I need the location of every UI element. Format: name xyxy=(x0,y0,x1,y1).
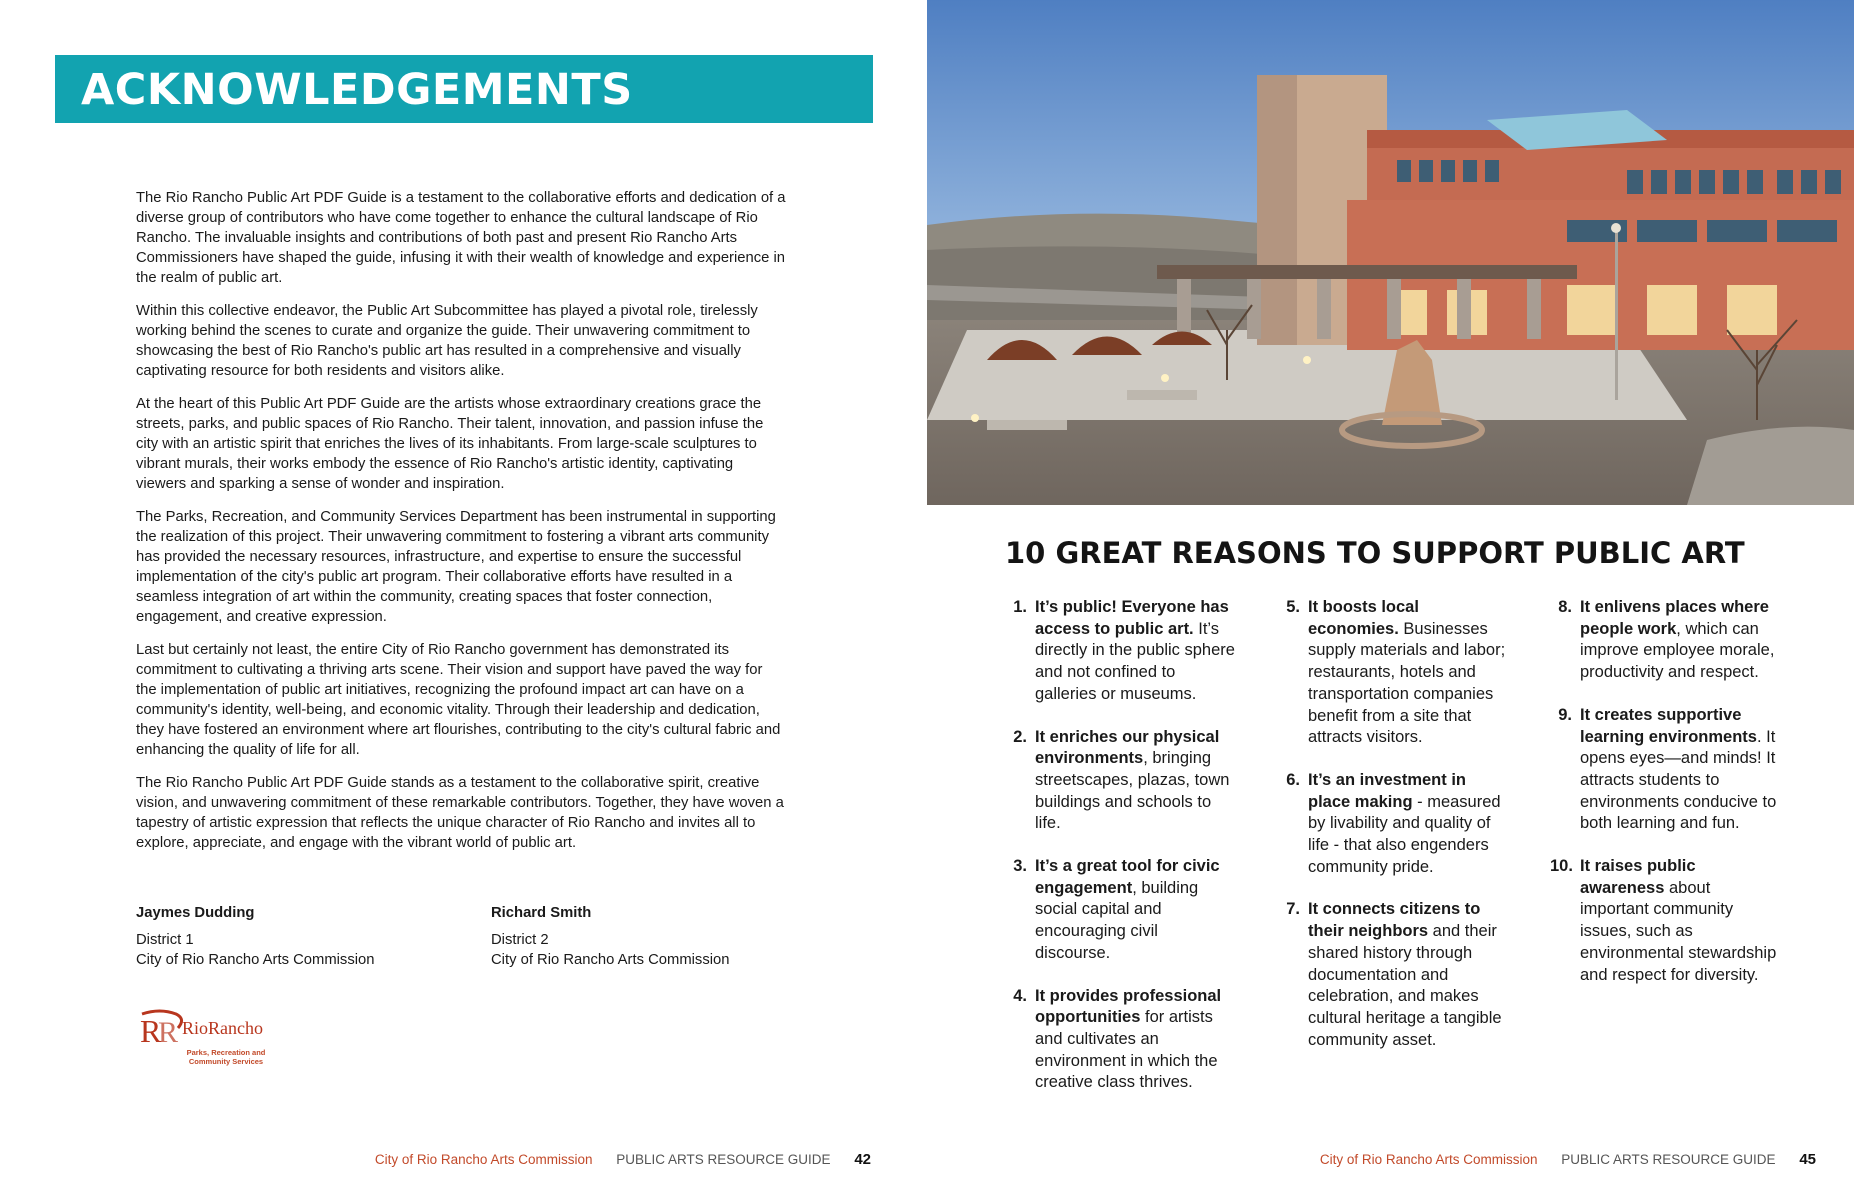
reason-body: , bringing streetscapes, plazas, town buildings and schools to life. xyxy=(1035,749,1230,833)
svg-text:R: R xyxy=(158,1016,179,1049)
reason-heading: It provides professional opportunities xyxy=(1035,986,1222,1027)
signatory-name: Jaymes Dudding xyxy=(136,905,255,921)
page-number: 42 xyxy=(854,1151,871,1168)
right-footer xyxy=(1320,1151,1816,1168)
reason-body: Businesses supply materials and labor; restaurants, hotels and transportation companies benefit from a site that attracts visitors. xyxy=(1308,619,1506,747)
signature-block-1 xyxy=(136,903,456,970)
reason-body: . It opens eyes—and minds! It attracts students to environments conducive to both learning and fun. xyxy=(1580,727,1777,833)
reason-text xyxy=(1035,597,1235,706)
reason-number: 10. xyxy=(1550,857,1573,876)
paragraph-1: The Rio Rancho Public Art PDF Guide is a testament to the collaborative efforts and dedication of a diverse group of contributors who have come together to enhance the cultural landscape of Rio Rancho. The invaluable insights and contributions of both past and present Rio Rancho Arts Commissioners have shaped the guide, infusing it with their wealth of knowledge and experience in the realm of public art. xyxy=(136,190,786,286)
reason-number: 4. xyxy=(1013,986,1027,1005)
reason-text xyxy=(1580,597,1780,684)
reasons-title: 10 GREAT REASONS TO SUPPORT PUBLIC ART xyxy=(1005,536,1745,570)
paragraph-6: The Rio Rancho Public Art PDF Guide stands as a testament to the collaborative spirit, creative vision, and unwavering commitment of these remarkable contributors. Together, they have woven a tapestry of artistic expression that reflects the unique character of Rio Rancho and invites all to explore, appreciate, and engage with the vibrant world of public art. xyxy=(136,775,784,851)
reason-heading: It connects citizens to their neighbors xyxy=(1308,900,1481,941)
paragraph-3: At the heart of this Public Art PDF Guide are the artists whose extraordinary creations grace the streets, parks, and public spaces of Rio Rancho. Their talent, innovation, and passion infuse the city with an artistic spirit that enriches the lives of its inhabitants. From large-scale sculptures to vibrant murals, their works embody the essence of Rio Rancho's artistic identity, captivating viewers and sparking a sense of wonder and inspiration. xyxy=(136,396,764,492)
reason-number: 5. xyxy=(1286,598,1300,616)
reason-item xyxy=(1278,597,1508,749)
logo-tagline xyxy=(176,1048,276,1066)
rio-rancho-logo xyxy=(138,1008,278,1066)
reason-item xyxy=(1005,986,1235,1095)
reason-item xyxy=(1278,899,1508,1051)
logo-tagline-line-1: Parks, Recreation and xyxy=(186,1048,266,1057)
signature-block-2 xyxy=(491,903,811,970)
reason-number: 1. xyxy=(1013,598,1027,616)
signatory-district: District 1 xyxy=(136,932,194,948)
reason-number: 6. xyxy=(1286,770,1300,789)
reason-item xyxy=(1550,705,1780,835)
footer-guide: PUBLIC ARTS RESOURCE GUIDE xyxy=(616,1152,831,1167)
reason-body: about important community issues, such as environmental stewardship and respect for diversity. xyxy=(1580,878,1777,984)
reason-body: - measured by livability and quality of life - that also engenders community pride. xyxy=(1308,792,1501,876)
reason-heading: It raises public awareness xyxy=(1580,857,1696,897)
city-hall-photo xyxy=(927,0,1854,505)
reason-item xyxy=(1005,856,1235,965)
footer-guide: PUBLIC ARTS RESOURCE GUIDE xyxy=(1561,1152,1776,1167)
reason-body: and their shared history through documentation and celebration, and makes cultural heritage a tangible community asset. xyxy=(1308,922,1502,1049)
reasons-column-3 xyxy=(1550,597,1780,1007)
reason-heading: It’s public! Everyone has access to public art. xyxy=(1035,598,1229,638)
reason-text xyxy=(1308,899,1508,1051)
reason-text xyxy=(1580,856,1780,986)
reason-item xyxy=(1278,770,1508,879)
reason-number: 7. xyxy=(1286,900,1300,919)
left-footer xyxy=(375,1151,871,1168)
signatory-name: Richard Smith xyxy=(491,905,592,921)
reason-item xyxy=(1005,597,1235,706)
signatory-district: District 2 xyxy=(491,932,549,948)
reason-number: 2. xyxy=(1013,727,1027,746)
reason-item xyxy=(1550,597,1780,684)
reason-text xyxy=(1035,727,1235,836)
reason-item xyxy=(1550,856,1780,986)
reason-number: 8. xyxy=(1558,598,1572,616)
paragraph-4: The Parks, Recreation, and Community Services Department has been instrumental in supporting the realization of this project. Their unwavering commitment to fostering a vibrant arts community has provided the necessary resources, infrastructure, and expertise to ensure the successful implementation of the city's public art program. Their collaborative efforts have resulted in a seamless integration of art within the community, creating spaces that foster connection, engagement, and creative expression. xyxy=(136,509,776,625)
reason-heading: It’s a great tool for civic engagement xyxy=(1035,857,1220,897)
reason-text xyxy=(1580,705,1780,835)
reason-number: 3. xyxy=(1013,857,1027,876)
acknowledgements-body xyxy=(136,188,786,866)
reason-heading: It’s an investment in place making xyxy=(1308,770,1467,811)
reasons-column-1 xyxy=(1005,597,1235,1115)
reason-item xyxy=(1005,727,1235,836)
reason-text xyxy=(1308,770,1508,879)
reason-body: , building social capital and encouraging civil discourse. xyxy=(1035,878,1199,962)
footer-org: City of Rio Rancho Arts Commission xyxy=(1319,1152,1538,1167)
reason-heading: It enriches our physical environments xyxy=(1035,727,1220,768)
city-hall-illustration xyxy=(927,0,1854,505)
reason-heading: It boosts local economies. xyxy=(1308,598,1419,638)
footer-org: City of Rio Rancho Arts Commission xyxy=(374,1152,593,1167)
reason-heading: It creates supportive learning environments xyxy=(1580,705,1757,746)
reason-heading: It enlivens places where people work xyxy=(1580,598,1769,638)
reason-number: 9. xyxy=(1558,705,1572,724)
svg-text:R: R xyxy=(140,1013,162,1049)
signatory-org: City of Rio Rancho Arts Commission xyxy=(491,952,730,968)
right-page xyxy=(927,0,1854,1200)
paragraph-2: Within this collective endeavor, the Public Art Subcommittee has played a pivotal role, tirelessly working behind the scenes to curate and organize the guide. Their unwavering commitment to showcasing the best of Rio Rancho's public art has resulted in a comprehensive and visually captivating resource for both residents and visitors alike. xyxy=(136,303,758,379)
reason-text xyxy=(1035,856,1235,965)
reason-body: It’s directly in the public sphere and not confined to galleries or museums. xyxy=(1035,619,1235,703)
reason-text xyxy=(1035,986,1235,1095)
paragraph-5: Last but certainly not least, the entire City of Rio Rancho government has demonstrated its commitment to cultivating a thriving arts scene. Their vision and support have paved the way for the implementation of public art initiatives, recognizing the profound impact art can have on a community's identity, well-being, and economic vitality. Through their leadership and dedication, they have fostered an environment where art flourishes, contributing to the city's cultural fabric and enhancing the quality of life for all. xyxy=(136,642,781,758)
logo-name: RioRancho xyxy=(182,1018,263,1038)
reason-body: for artists and cultivates an environment in which the creative class thrives. xyxy=(1035,1008,1218,1092)
reason-body: , which can improve employee morale, productivity and respect. xyxy=(1580,619,1775,682)
signatory-org: City of Rio Rancho Arts Commission xyxy=(136,952,375,968)
page-title: ACKNOWLEDGEMENTS xyxy=(81,65,633,115)
logo-tagline-line-2: Community Services xyxy=(188,1057,264,1066)
reasons-column-2 xyxy=(1278,597,1508,1072)
reason-text xyxy=(1308,597,1508,749)
page-number: 45 xyxy=(1799,1151,1816,1168)
acknowledgements-title-bar xyxy=(55,55,873,123)
